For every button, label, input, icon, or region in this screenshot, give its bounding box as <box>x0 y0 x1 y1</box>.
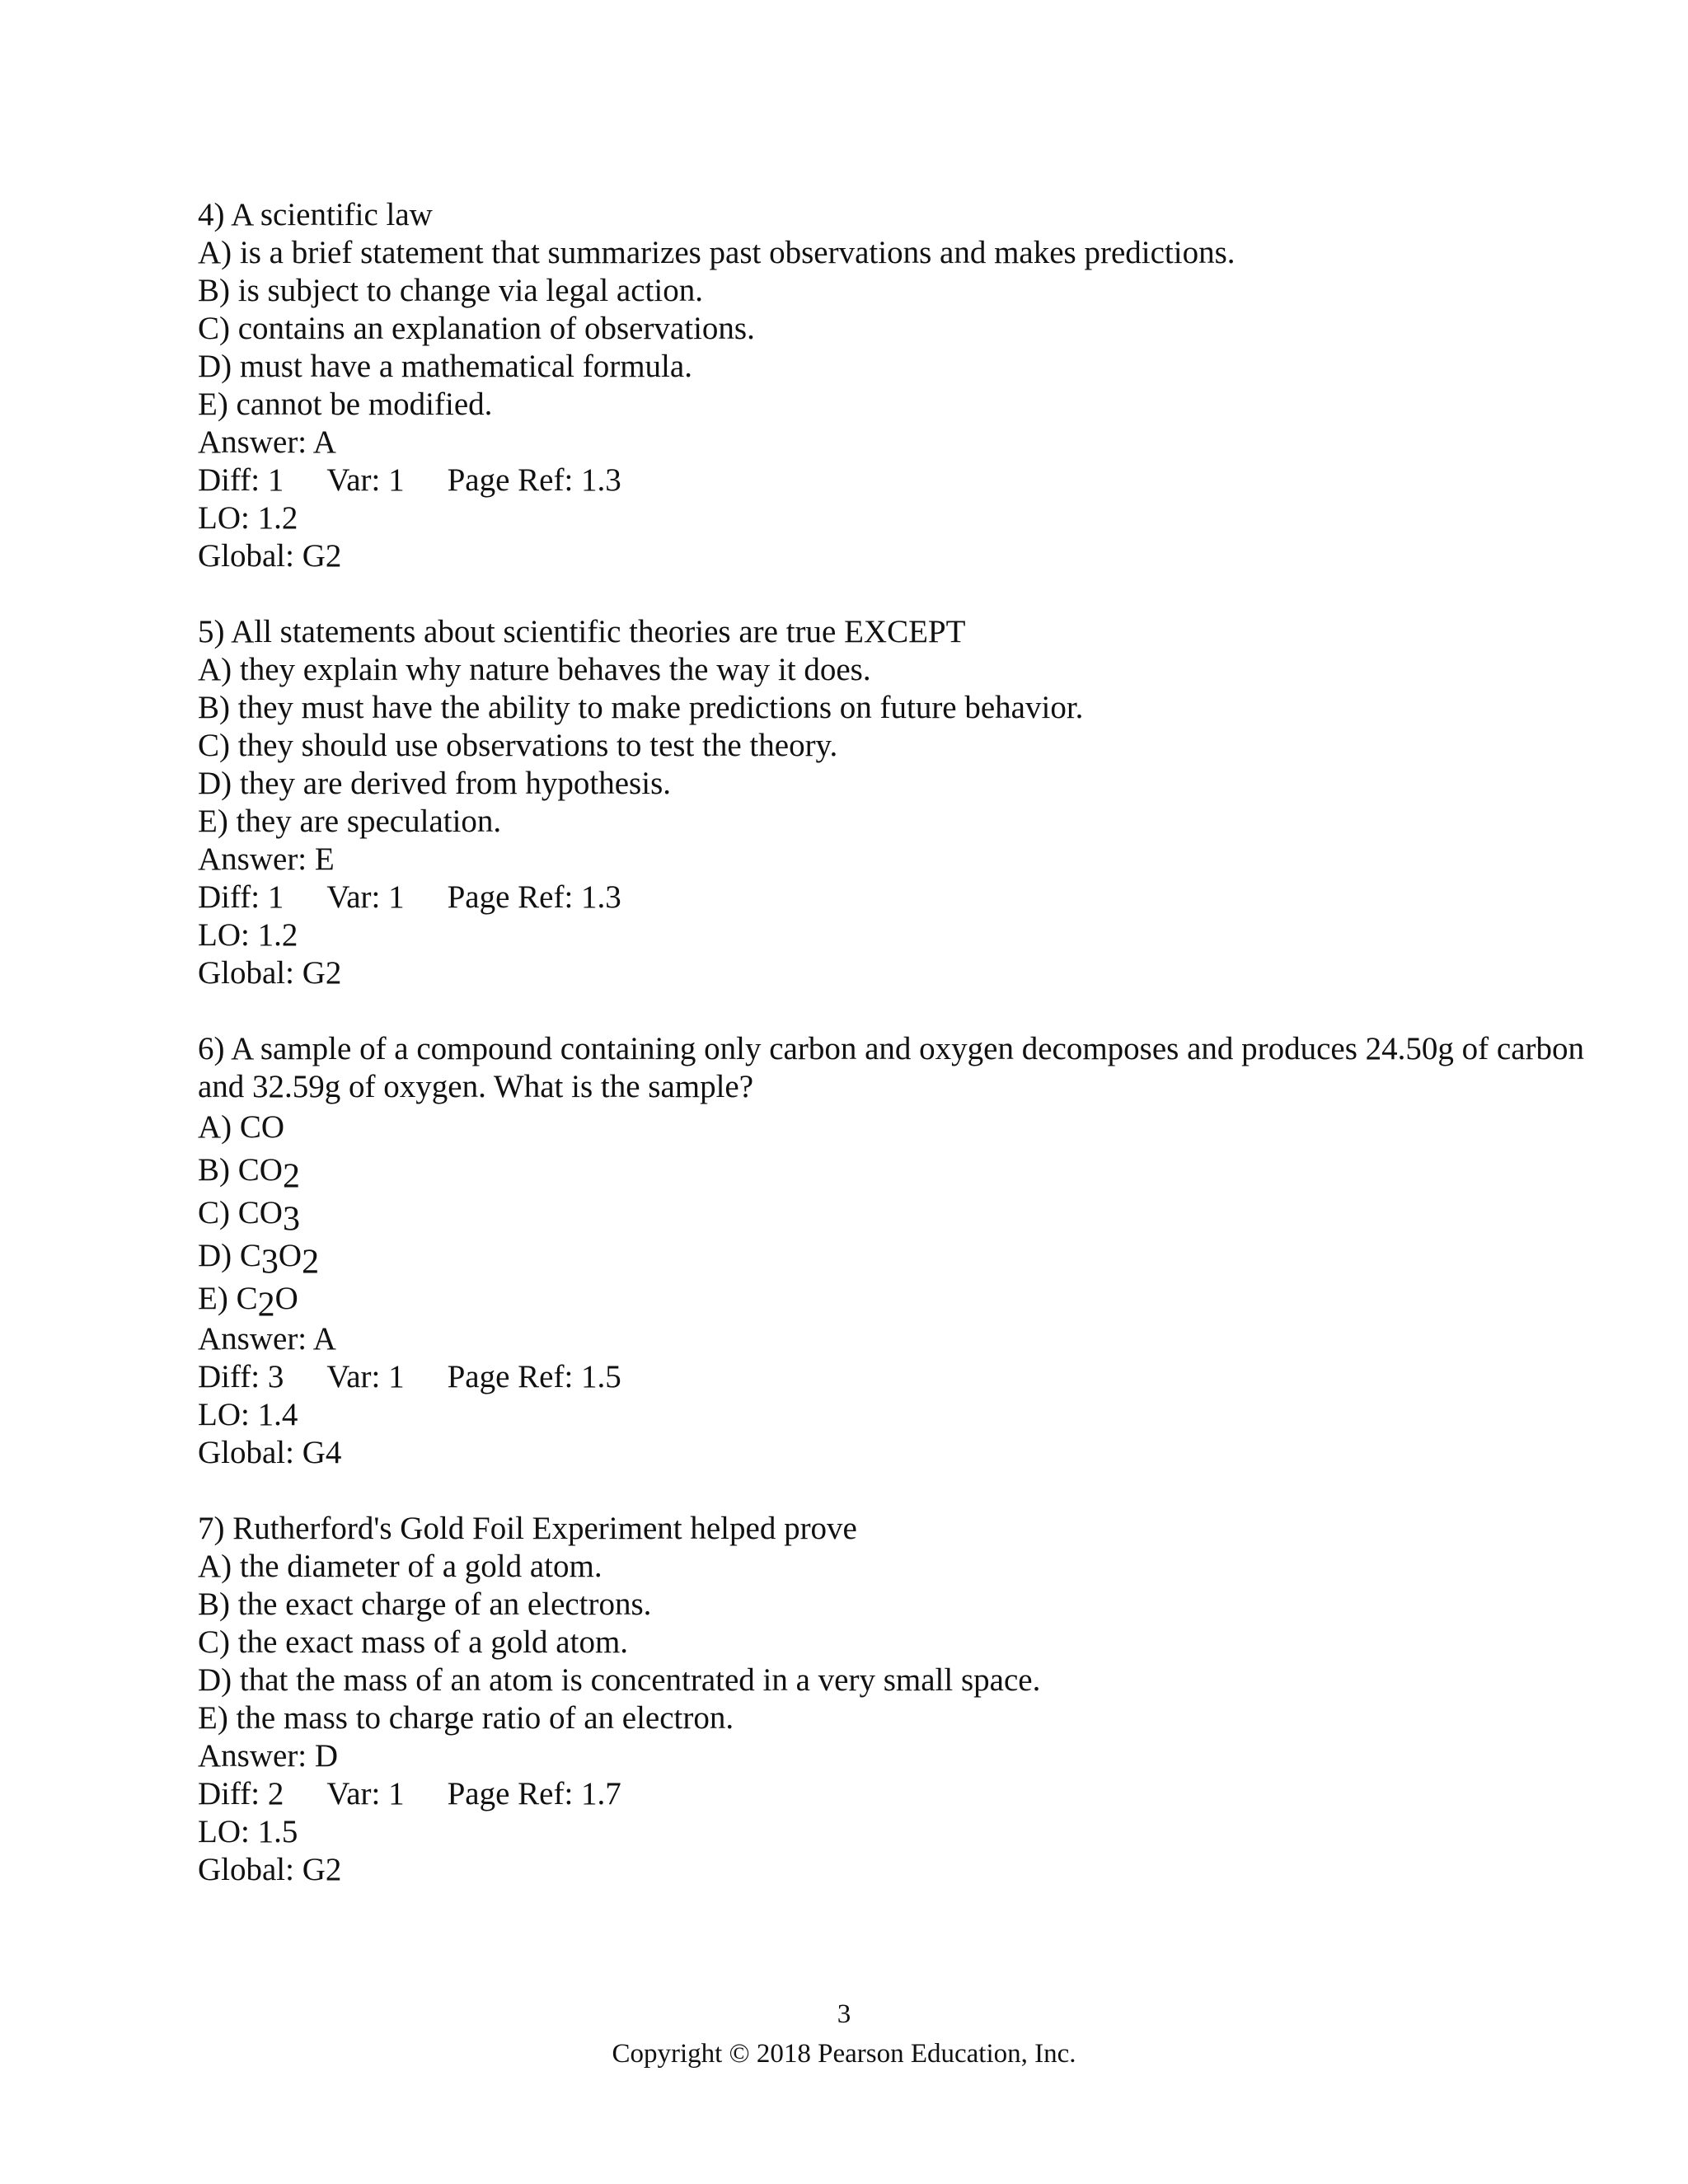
global-line: Global: G2 <box>198 1852 342 1887</box>
option-c <box>198 1192 1599 1239</box>
question-stem: 6) A sample of a compound containing only carbon and oxygen decomposes and produces 24.50g of carbon and 32.59g of oxygen. What is the sample? <box>198 1031 1585 1104</box>
option-label: A) <box>198 1109 240 1145</box>
option-e: E) the mass to charge ratio of an electron. <box>198 1700 734 1736</box>
diff-value: Diff: 3 <box>198 1359 284 1394</box>
option-d: D) must have a mathematical formula. <box>198 349 692 384</box>
lo-line: LO: 1.2 <box>198 917 298 953</box>
formula-subscript: 2 <box>302 1243 320 1282</box>
diff-value: Diff: 1 <box>198 462 284 498</box>
option-b <box>198 1149 1599 1196</box>
diff-value: Diff: 2 <box>198 1776 284 1811</box>
option-b: B) the exact charge of an electrons. <box>198 1586 652 1622</box>
question-stem: 4) A scientific law <box>198 197 433 232</box>
formula-subscript: 2 <box>257 1286 275 1324</box>
formula-part: C <box>236 1281 258 1316</box>
formula-subscript: 3 <box>260 1243 279 1282</box>
answer-line: Answer: A <box>198 1321 336 1357</box>
global-line: Global: G4 <box>198 1435 342 1470</box>
lo-line: LO: 1.4 <box>198 1397 298 1432</box>
answer-line: Answer: E <box>198 841 335 877</box>
page-ref-value: Page Ref: 1.7 <box>447 1776 621 1811</box>
question-7 <box>198 1510 1599 1889</box>
option-d: D) that the mass of an atom is concentrated in a very small space. <box>198 1662 1041 1698</box>
option-c: C) the exact mass of a gold atom. <box>198 1624 629 1660</box>
lo-line: LO: 1.5 <box>198 1814 298 1849</box>
option-a <box>198 1106 1599 1149</box>
answer-line: Answer: A <box>198 424 336 460</box>
option-b: B) is subject to change via legal action. <box>198 273 703 308</box>
meta-line <box>198 879 1599 916</box>
diff-value: Diff: 1 <box>198 879 284 915</box>
option-label: E) <box>198 1281 237 1316</box>
question-5 <box>198 613 1599 992</box>
formula-part: CO <box>237 1195 283 1230</box>
option-label: C) <box>198 1195 238 1230</box>
formula-part: CO <box>237 1152 283 1188</box>
meta-line <box>198 462 1599 499</box>
option-a: A) they explain why nature behaves the way it does. <box>198 652 871 687</box>
option-c: C) contains an explanation of observations. <box>198 311 755 346</box>
var-value: Var: 1 <box>326 1359 405 1394</box>
option-c: C) they should use observations to test the theory. <box>198 728 838 763</box>
formula-subscript: 3 <box>282 1200 300 1239</box>
formula-part: O <box>274 1281 298 1316</box>
option-e: E) they are speculation. <box>198 804 502 839</box>
option-d <box>198 1235 1599 1282</box>
option-e: E) cannot be modified. <box>198 387 493 422</box>
question-6 <box>198 1030 1599 1472</box>
question-stem: 7) Rutherford's Gold Foil Experiment helped prove <box>198 1511 857 1546</box>
option-b: B) they must have the ability to make predictions on future behavior. <box>198 690 1084 725</box>
question-stem: 5) All statements about scientific theories are true EXCEPT <box>198 614 966 649</box>
answer-line: Answer: D <box>198 1738 339 1774</box>
option-label: D) <box>198 1238 240 1273</box>
formula-part: O <box>278 1238 302 1273</box>
page-ref-value: Page Ref: 1.5 <box>447 1359 621 1394</box>
option-e <box>198 1277 1599 1324</box>
lo-line: LO: 1.2 <box>198 500 298 536</box>
question-4 <box>198 196 1599 575</box>
global-line: Global: G2 <box>198 955 342 991</box>
formula-subscript: 2 <box>282 1157 300 1196</box>
var-value: Var: 1 <box>326 462 405 498</box>
option-a: A) the diameter of a gold atom. <box>198 1549 603 1584</box>
formula-part: C <box>239 1238 261 1273</box>
option-label: B) <box>198 1152 238 1188</box>
meta-line <box>198 1358 1599 1396</box>
page-number: 3 <box>837 1999 851 2029</box>
page-ref-value: Page Ref: 1.3 <box>447 462 621 498</box>
page-footer <box>0 1994 1688 2074</box>
var-value: Var: 1 <box>326 879 405 915</box>
page-ref-value: Page Ref: 1.3 <box>447 879 621 915</box>
document-body <box>198 196 1599 1927</box>
global-line: Global: G2 <box>198 538 342 574</box>
option-d: D) they are derived from hypothesis. <box>198 766 671 801</box>
formula-part: CO <box>239 1109 285 1145</box>
meta-line <box>198 1775 1599 1813</box>
var-value: Var: 1 <box>326 1776 405 1811</box>
copyright-notice: Copyright © 2018 Pearson Education, Inc. <box>612 2039 1076 2069</box>
option-a: A) is a brief statement that summarizes past observations and makes predictions. <box>198 235 1236 270</box>
